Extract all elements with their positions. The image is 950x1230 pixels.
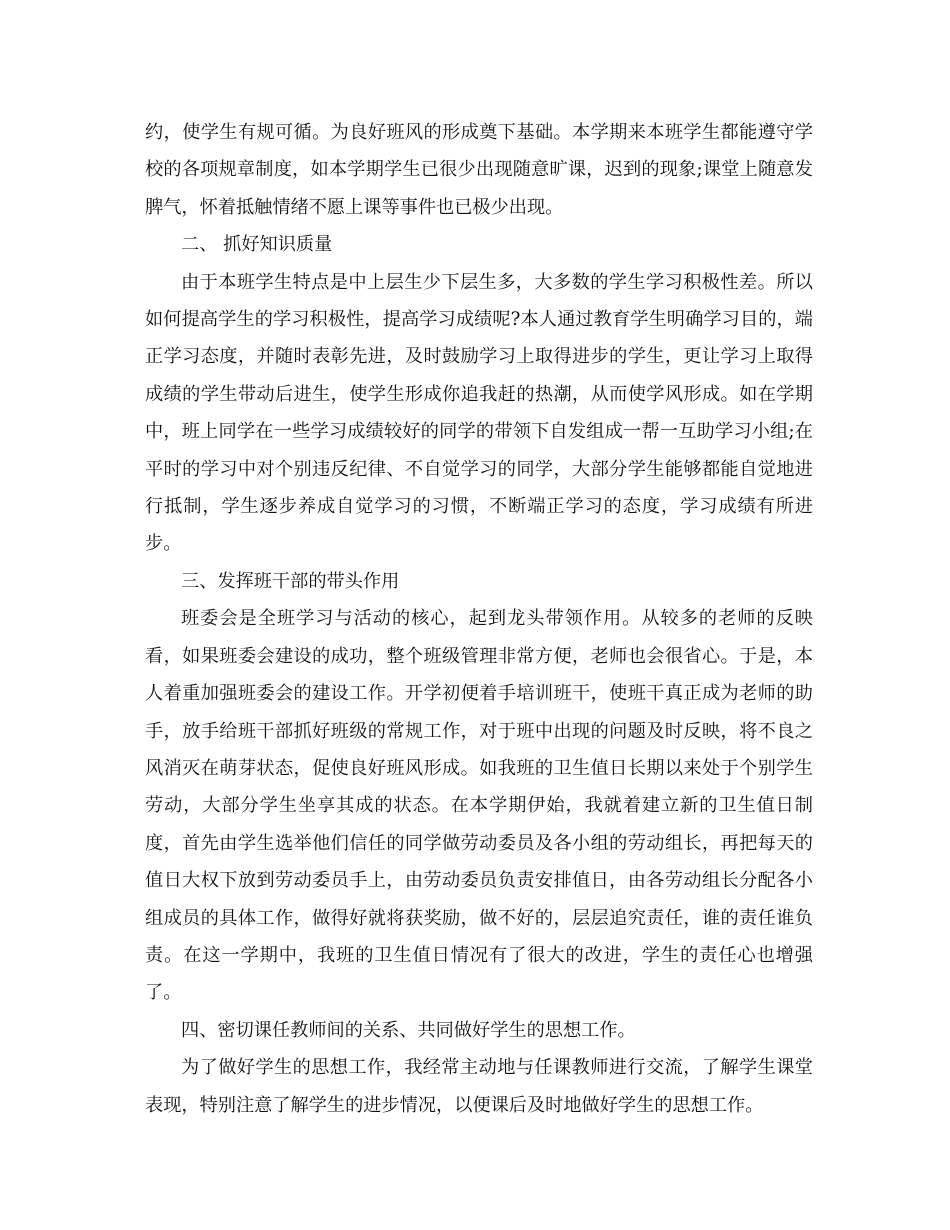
paragraph-knowledge-quality: 由于本班学生特点是中上层生少下层生多，大多数的学生学习积极性差。所以如何提高学生的学习积极性，提高学习成绩呢?本人通过教育学生明确学习目的，端正学习态度，并随时表彰先进，及时鼓励学习上取得进步的学生，更让学习上取得成绩的学生带动后进生，使学生形成你追我赶的热潮，从而使学风形成。如在学期中，班上同学在一些学习成绩较好的同学的带领下自发组成一帮一互助学习小组;在平时的学习中对个别违反纪律、不自觉学习的同学，大部分学生能够都能自觉地进行抵制，学生逐步养成自觉学习的习惯，不断端正学习的态度，学习成绩有所进步。	[145, 271, 813, 555]
paragraph-class-leaders: 班委会是全班学习与活动的核心，起到龙头带领作用。从较多的老师的反映看，如果班委会建设的成功，整个班级管理非常方便，老师也会很省心。于是，本人着重加强班委会的建设工作。开学初便着手培训班干，使班干真正成为老师的助手，放手给班干部抓好班级的常规工作，对于班中出现的问题及时反映，将不良之风消灭在萌芽状态，促使良好班风形成。如我班的卫生值日长期以来处于个别学生劳动，大部分学生坐享其成的状态。在本学期伊始，我就着建立新的卫生值日制度，首先由学生选举他们信任的同学做劳动委员及各小组的劳动组长，再把每天的值日大权下放到劳动委员手上，由劳动委员负责安排值日，由各劳动组长分配各小组成员的具体工作，做得好就将获奖励，做不好的，层层追究责任，谁的责任谁负责。在这一学期中，我班的卫生值日情况有了很大的改进，学生的责任心也增强了。	[145, 608, 813, 1004]
document-body	[145, 114, 813, 1124]
paragraph-continuation: 约，使学生有规可循。为良好班风的形成奠下基础。本学期来本班学生都能遵守学校的各项规章制度，如本学期学生已很少出现随意旷课，迟到的现象;课堂上随意发脾气，怀着抵触情绪不愿上课等事件也已极少出现。	[145, 122, 813, 218]
section-heading-4: 四、密切课任教师间的关系、共同做好学生的思想工作。	[181, 1019, 636, 1041]
section-heading-3: 三、发挥班干部的带头作用	[181, 570, 400, 592]
section-heading-2: 二、 抓好知识质量	[181, 234, 333, 256]
paragraph-teacher-relations: 为了做好学生的思想工作，我经常主动地与任课教师进行交流，了解学生课堂表现，特别注意了解学生的进步情况，以便课后及时地做好学生的思想工作。	[145, 1057, 813, 1116]
